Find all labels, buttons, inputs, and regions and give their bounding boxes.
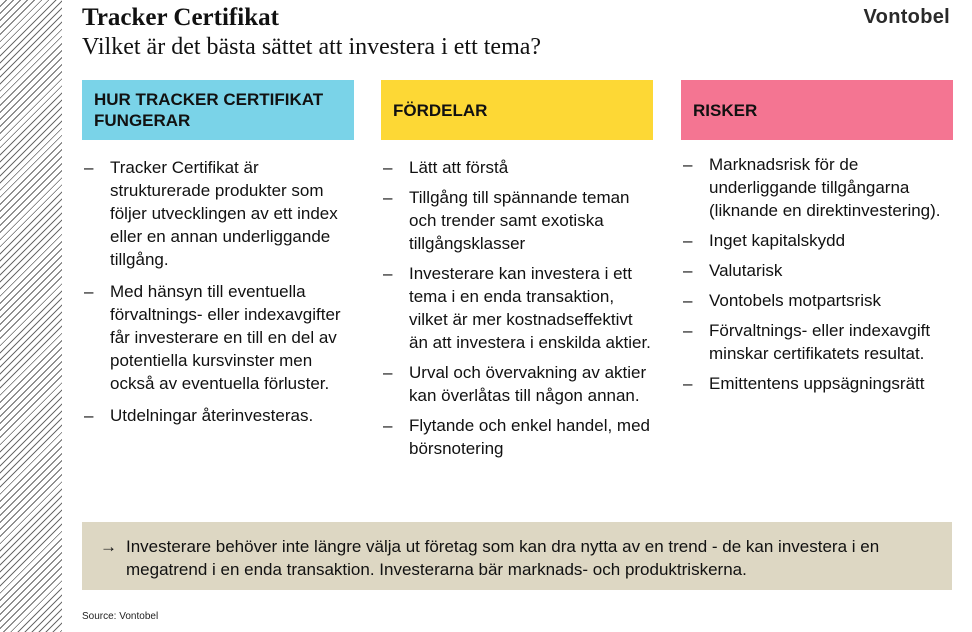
list-item: – Inget kapitalskydd	[681, 229, 953, 252]
list-item: – Vontobels motpartsrisk	[681, 289, 953, 312]
arrow-right-icon: →	[100, 537, 117, 556]
list-item: – Flytande och enkel handel, med börsnotering	[381, 414, 653, 460]
column-advantages	[381, 80, 653, 467]
list-item: – Förvaltnings- eller indexavgift minskar certifikatets resultat.	[681, 319, 953, 365]
list-item: – Tillgång till spännande teman och trender samt exotiska tillgångsklasser	[381, 186, 653, 255]
list-item: – Tracker Certifikat är strukturerade produkter som följer utvecklingen av ett index eller en annan underliggande tillgång.	[82, 156, 354, 271]
column-heading: FÖRDELAR	[381, 80, 653, 140]
column-heading: HUR TRACKER CERTIFIKAT FUNGERAR	[82, 80, 354, 140]
vontobel-logo: Vontobel	[863, 6, 950, 28]
list-item: – Valutarisk	[681, 259, 953, 282]
list-item: – Utdelningar återinvesteras.	[82, 404, 354, 427]
summary-text: Investerare behöver inte längre välja ut företag som kan dra nytta av en trend - de kan investera i en megatrend i en enda transaktion. Investerarna bär marknads- och produktriskerna.	[126, 537, 880, 579]
page-subtitle: Vilket är det bästa sättet att investera i ett tema?	[82, 34, 542, 60]
summary-box	[82, 522, 952, 590]
list-item: – Emittentens uppsägningsrätt	[681, 372, 953, 395]
list-item: – Lätt att förstå	[381, 156, 653, 179]
column-how-it-works	[82, 80, 354, 436]
source-note: Source: Vontobel	[82, 611, 159, 622]
list-item: – Urval och övervakning av aktier kan överlåtas till någon annan.	[381, 361, 653, 407]
list-item: – Med hänsyn till eventuella förvaltnings- eller indexavgifter får investerare en till en del av potentiella kursvinster men också av eventuella förluster.	[82, 280, 354, 395]
hatched-side-decoration	[0, 0, 62, 632]
bullet-list	[82, 156, 354, 427]
list-item: – Marknadsrisk för de underliggande tillgångarna (liknande en direktinvestering).	[681, 153, 953, 222]
bullet-list	[381, 156, 653, 460]
column-heading: RISKER	[681, 80, 953, 140]
list-item: – Investerare kan investera i ett tema i en enda transaktion, vilket är mer kostnadseffektivt än att investera i enskilda aktier.	[381, 262, 653, 354]
column-risks	[681, 80, 953, 402]
bullet-list	[681, 153, 953, 395]
page-title: Tracker Certifikat	[82, 4, 279, 31]
